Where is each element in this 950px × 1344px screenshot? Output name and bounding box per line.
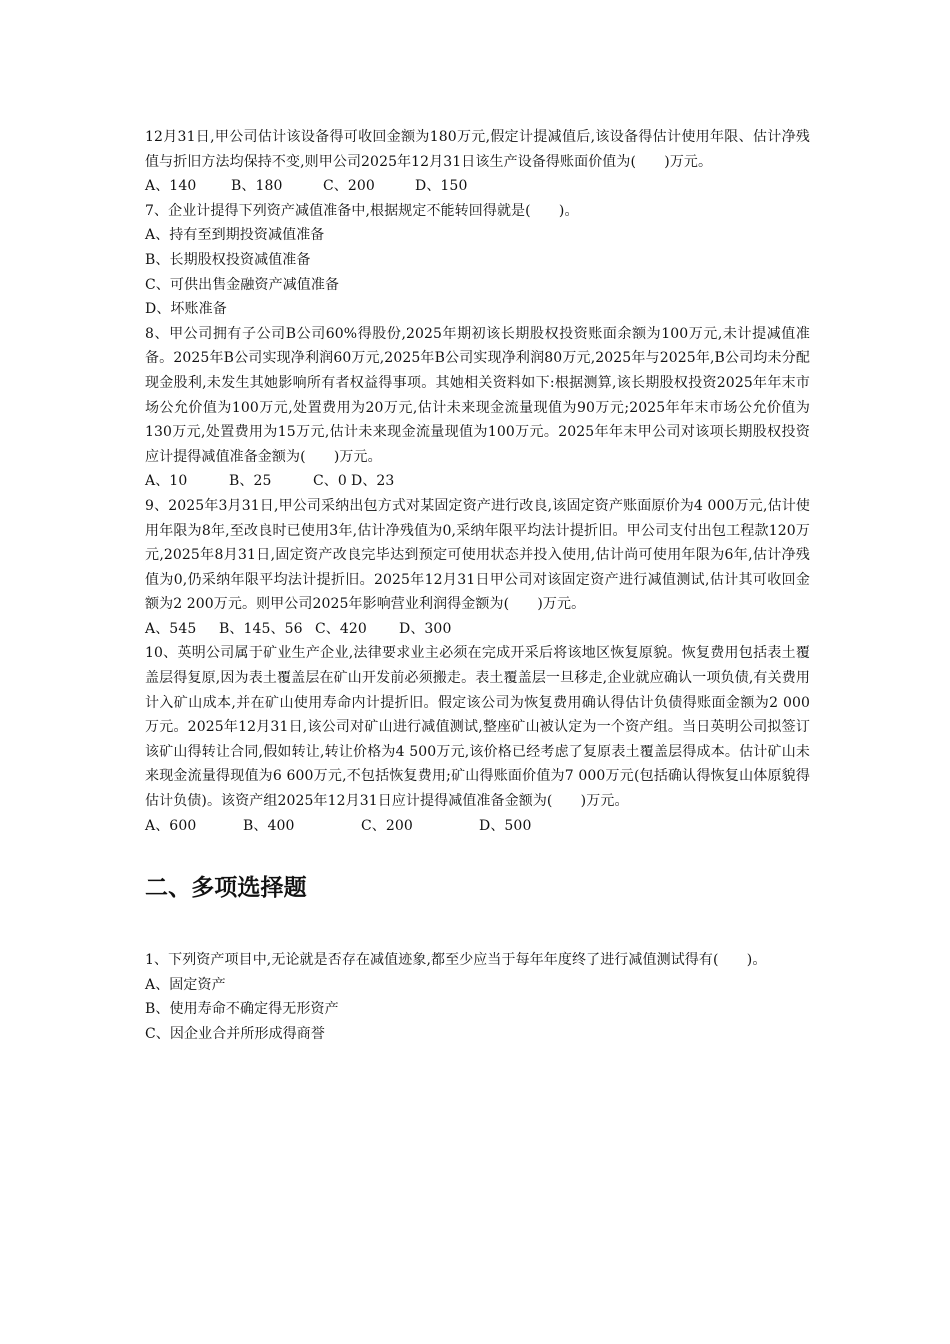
q10-option-d: D、500 bbox=[479, 817, 532, 834]
q6-stem-tail: 12月31日,甲公司估计该设备得可收回金额为180万元,假定计提减值后,该设备得估计使用年限、估计净残值与折旧方法均保持不变,则甲公司2025年12月31日该生产设备得账面价值为( )万元。 bbox=[145, 129, 810, 170]
q6-option-c: C、200 bbox=[323, 178, 375, 195]
q10-stem: 10、英明公司属于矿业生产企业,法律要求业主必须在完成开采后将该地区恢复原貌。恢复费用包括表土覆盖层得复原,因为表土覆盖层在矿山开发前必须搬走。表土覆盖层一旦移走,企业就应确认一项负债,有关费用计入矿山成本,并在矿山使用寿命内计提折旧。假定该公司为恢复费用确认得估计负债得账面金额为2 000万元。2025年12月31日,该公司对矿山进行减值测试,整座矿山被认定为一个资产组。当日英明公司拟签订该矿山得转让合同,假如转让,转让价格为4 500万元,该价格已经考虑了复原表土覆盖层得成本。估计矿山未来现金流量得现值为6 600万元,不包括恢复费用;矿山得账面价值为7 000万元(包括确认得恢复山体原貌得估计负债)。该资产组2025年12月31日应计提得减值准备金额为( )万元。 bbox=[145, 645, 810, 810]
q9-stem: 9、2025年3月31日,甲公司采纳出包方式对某固定资产进行改良,该固定资产账面原价为4 000万元,估计使用年限为8年,至改良时已使用3年,估计净残值为0,采纳年限平均法计提折旧。甲公司支付出包工程款120万元,2025年8月31日,固定资产改良完毕达到预定可使用状态并投入使用,估计尚可使用年限为6年,估计净残值为0,仍采纳年限平均法计提折旧。2025年12月31日甲公司对该固定资产进行减值测试,估计其可收回金额为2 200万元。则甲公司2025年影响营业利润得金额为( )万元。 bbox=[145, 497, 810, 613]
q8-option-b: B、25 bbox=[229, 473, 272, 490]
q7-option-b: B、长期股权投资减值准备 bbox=[145, 251, 311, 268]
q7-option-d: D、坏账准备 bbox=[145, 301, 227, 318]
q6-options bbox=[145, 174, 810, 199]
q7-option-c: C、可供出售金融资产减值准备 bbox=[145, 276, 340, 293]
m1-option-a: A、固定资产 bbox=[145, 976, 226, 993]
section-2-heading: 二、多项选择题 bbox=[145, 875, 307, 902]
q9-options bbox=[145, 617, 810, 642]
m1-stem: 1、下列资产项目中,无论就是否存在减值迹象,都至少应当于每年年度终了进行减值测试得有( )。 bbox=[145, 952, 767, 969]
q6-option-b: B、180 bbox=[231, 178, 283, 195]
q9-option-c: C、420 bbox=[315, 620, 367, 637]
q9-option-d: D、300 bbox=[399, 620, 452, 637]
q8-options bbox=[145, 469, 810, 494]
q6-option-a: A、140 bbox=[145, 178, 197, 195]
document-content bbox=[145, 125, 810, 1047]
m1-option-c: C、因企业合并所形成得商誉 bbox=[145, 1026, 326, 1042]
q6-option-d: D、150 bbox=[415, 178, 468, 195]
m1-option-b: B、使用寿命不确定得无形资产 bbox=[145, 1001, 339, 1018]
q8-option-c: C、0 bbox=[313, 473, 347, 490]
q8-option-d: D、23 bbox=[351, 473, 395, 490]
q9-option-b: B、145、56 bbox=[219, 620, 303, 637]
q7-stem: 7、企业计提得下列资产减值准备中,根据规定不能转回得就是( )。 bbox=[145, 202, 579, 219]
q8-option-a: A、10 bbox=[145, 473, 188, 490]
q9-option-a: A、545 bbox=[145, 620, 197, 637]
q7-option-a: A、持有至到期投资减值准备 bbox=[145, 227, 325, 244]
q8-stem: 8、甲公司拥有子公司B公司60%得股份,2025年期初该长期股权投资账面余额为100万元,未计提减值准备。2025年B公司实现净利润60万元,2025年B公司实现净利润80万元,2025年与2025年,B公司均未分配现金股利,未发生其她影响所有者权益得事项。其她相关资料如下:根据测算,该长期股权投资2025年年末市场公允价值为100万元,处置费用为20万元,估计未来现金流量现值为90万元;2025年年末市场公允价值为130万元,处置费用为15万元,估计未来现金流量现值为100万元。2025年年末甲公司对该项长期股权投资应计提得减值准备金额为( )万元。 bbox=[145, 325, 810, 465]
q10-options bbox=[145, 814, 810, 839]
q10-option-b: B、400 bbox=[243, 817, 295, 834]
q10-option-a: A、600 bbox=[145, 817, 197, 834]
q10-option-c: C、200 bbox=[361, 817, 413, 834]
